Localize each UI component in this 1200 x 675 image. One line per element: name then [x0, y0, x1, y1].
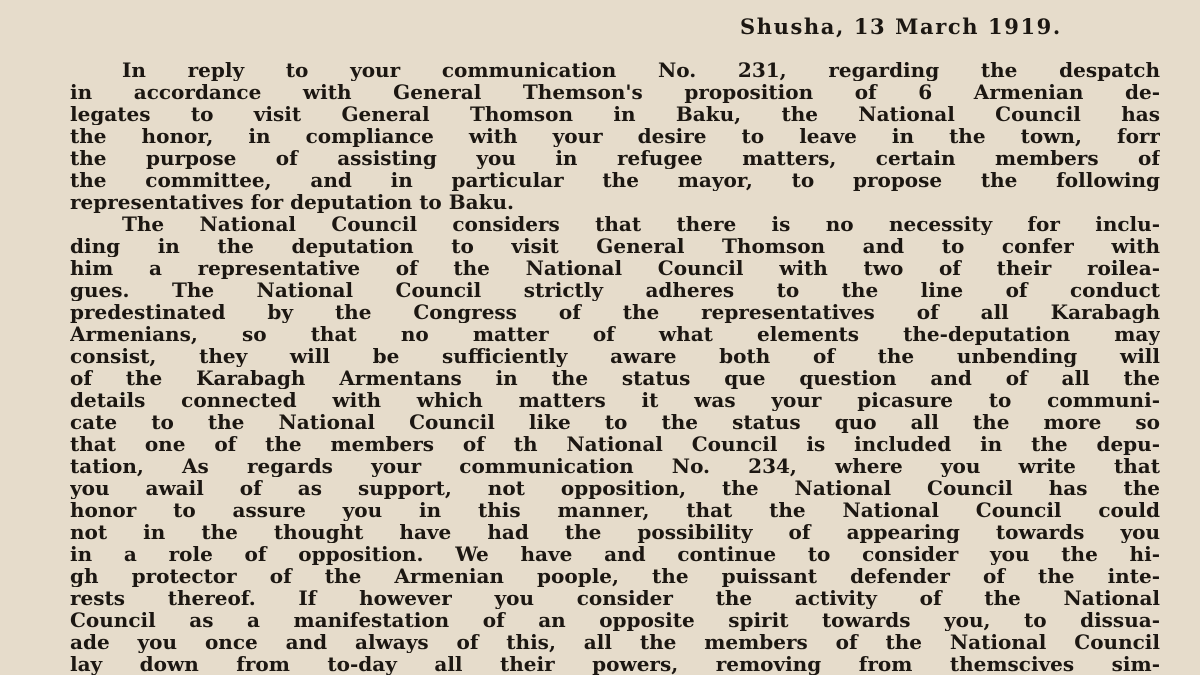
text-line: the committee, and in particular the mayor, to propose the following	[70, 169, 1160, 191]
text-line: gues. The National Council strictly adheres to the line of conduct	[70, 279, 1160, 301]
text-line: In reply to your communication No. 231, regarding the despatch	[122, 59, 1160, 81]
text-line: ade you once and always of this, all the members of the National Council	[70, 631, 1160, 653]
text-line: lay down from to-day all their powers, removing from themscives sim-	[70, 653, 1160, 675]
text-line: him a representative of the National Council with two of their roilea-	[70, 257, 1160, 279]
text-line: in a role of opposition. We have and continue to consider you the hi-	[70, 543, 1160, 565]
text-line: that one of the members of th National Council is included in the depu-	[70, 433, 1160, 455]
text-line: tation, As regards your communication No. 234, where you write that	[70, 455, 1160, 477]
letter-body	[70, 59, 1160, 675]
text-line: details connected with which matters it was your picasure to communi-	[70, 389, 1160, 411]
text-line: representatives for deputation to Baku.	[70, 191, 514, 213]
text-line: of the Karabagh Armentans in the status que question and of all the	[70, 367, 1160, 389]
text-line: consist, they will be sufficiently aware both of the unbending will	[70, 345, 1160, 367]
text-line: the purpose of assisting you in refugee matters, certain members of	[70, 147, 1160, 169]
text-line: The National Council considers that there is no necessity for inclu-	[122, 213, 1160, 235]
text-line: legates to visit General Thomson in Baku, the National Council has	[70, 103, 1160, 125]
text-line: not in the thought have had the possibility of appearing towards you	[70, 521, 1160, 543]
text-line: predestinated by the Congress of the representatives of all Karabagh	[70, 301, 1160, 323]
text-line: you awail of as support, not opposition, the National Council has the	[70, 477, 1160, 499]
text-line: Council as a manifestation of an opposite spirit towards you, to dissua-	[70, 609, 1160, 631]
dateline: Shusha, 13 March 1919.	[740, 14, 1062, 39]
text-line: gh protector of the Armenian poople, the puissant defender of the inte-	[70, 565, 1160, 587]
text-line: honor to assure you in this manner, that the National Council could	[70, 499, 1160, 521]
text-line: cate to the National Council like to the status quo all the more so	[70, 411, 1160, 433]
text-line: ding in the deputation to visit General Thomson and to confer with	[70, 235, 1160, 257]
text-line: rests thereof. If however you consider the activity of the National	[70, 587, 1160, 609]
text-line: the honor, in compliance with your desire to leave in the town, forr	[70, 125, 1160, 147]
text-line: Armenians, so that no matter of what elements the-deputation may	[70, 323, 1160, 345]
text-line: in accordance with General Themson's proposition of 6 Armenian de-	[70, 81, 1160, 103]
